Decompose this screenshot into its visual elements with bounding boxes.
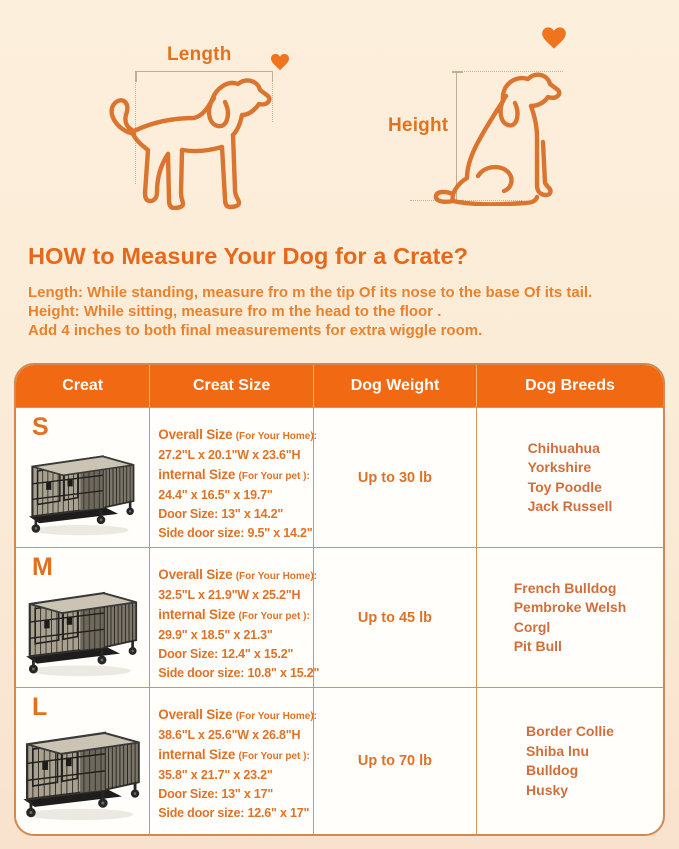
instruction-wiggle: Add 4 inches to both final measurements for extra wiggle room. — [28, 322, 483, 339]
side-door-size: Side door size: 9.5" x 14.2" — [158, 526, 313, 540]
header-dog-weight: Dog Weight — [313, 365, 476, 407]
length-measure-line — [135, 71, 273, 72]
breed-item: Yorkshire — [527, 459, 592, 475]
breed-item: Border Collie — [526, 723, 614, 739]
instruction-length: Length: While standing, measure fro m the tip Of its nose to the base Of its tail. — [28, 284, 593, 301]
breed-item: Pembroke Welsh — [513, 599, 627, 615]
weight-cell-l: Up to 70 lb — [313, 688, 476, 834]
breeds-cell-m — [476, 548, 663, 687]
size-cell-l — [149, 688, 318, 834]
crate-cell-l — [16, 688, 149, 834]
instructions — [28, 283, 658, 340]
header-dog-breeds: Dog Breeds — [476, 365, 663, 407]
overall-size-value: 38.6"L x 25.6"W x 26.8"H — [158, 728, 301, 742]
weight-cell-s: Up to 30 lb — [313, 408, 476, 547]
internal-size-value: 29.9" x 18.5" x 21.3" — [158, 628, 273, 642]
heart-icon — [541, 26, 567, 50]
breed-item: Husky — [526, 781, 569, 798]
breed-item: Bulldog — [526, 762, 579, 778]
sitting-dog-illustration — [426, 70, 576, 206]
crate-image — [24, 577, 142, 678]
door-size: Door Size: 12.4" x 15.2" — [158, 647, 294, 661]
internal-size-line: internal Size (For Your pet ): — [158, 607, 310, 622]
crate-size-letter: M — [32, 553, 53, 581]
crate-cell-m — [16, 548, 149, 687]
crate-size-letter: L — [32, 693, 48, 721]
side-door-size: Side door size: 12.6" x 17" — [158, 806, 310, 820]
breeds-cell-s — [476, 408, 663, 547]
breed-item: Pit Bull — [513, 638, 562, 654]
breed-item: Jack Russell — [527, 498, 613, 514]
page-title: HOW to Measure Your Dog for a Crate? — [28, 243, 469, 269]
crate-size-table — [14, 363, 665, 836]
internal-size-line: internal Size (For Your pet ): — [158, 467, 310, 482]
size-cell-m — [149, 548, 320, 687]
internal-size-value: 24.4" x 16.5" x 19.7" — [158, 488, 273, 502]
weight-cell-m: Up to 45 lb — [313, 548, 476, 687]
size-cell-s — [149, 408, 318, 547]
crate-size-letter: S — [32, 413, 49, 441]
crate-image — [21, 716, 145, 822]
table-row — [16, 687, 663, 834]
overall-size-line: Overall Size (For Your Home): — [158, 427, 318, 442]
overall-size-line: Overall Size (For Your Home): — [158, 707, 318, 722]
overall-size-line: Overall Size (For Your Home): — [158, 567, 318, 582]
standing-dog-illustration — [104, 74, 300, 210]
header-crate-size: Creat Size — [149, 365, 313, 407]
crate-image — [27, 441, 139, 537]
breeds-cell-l — [476, 688, 663, 834]
heart-icon — [270, 53, 290, 71]
table-row — [16, 407, 663, 547]
length-label: Length — [167, 44, 232, 65]
breed-item: Shiba lnu — [526, 742, 590, 759]
overall-size-value: 27.2"L x 20.1"W x 23.6"H — [158, 448, 301, 462]
side-door-size: Side door size: 10.8" x 15.2" — [158, 666, 320, 680]
breed-item: Toy Poodle — [527, 478, 602, 495]
instruction-height: Height: While sitting, measure fro m the head to the floor . — [28, 303, 442, 320]
breed-item: Chihuahua — [527, 439, 600, 456]
crate-cell-s — [16, 408, 149, 547]
header-crate: Creat — [62, 377, 104, 394]
breed-item: Corgl — [513, 618, 551, 635]
internal-size-line: internal Size (For Your pet ): — [158, 747, 310, 762]
height-label: Height — [388, 115, 449, 136]
overall-size-value: 32.5"L x 21.9"W x 25.2"H — [158, 588, 301, 602]
door-size: Door Size: 13" x 14.2" — [158, 507, 284, 521]
table-header-row — [16, 365, 663, 407]
breed-item: French Bulldog — [513, 579, 617, 596]
internal-size-value: 35.8" x 21.7" x 23.2" — [158, 768, 273, 782]
table-row — [16, 547, 663, 687]
door-size: Door Size: 13" x 17" — [158, 787, 274, 801]
